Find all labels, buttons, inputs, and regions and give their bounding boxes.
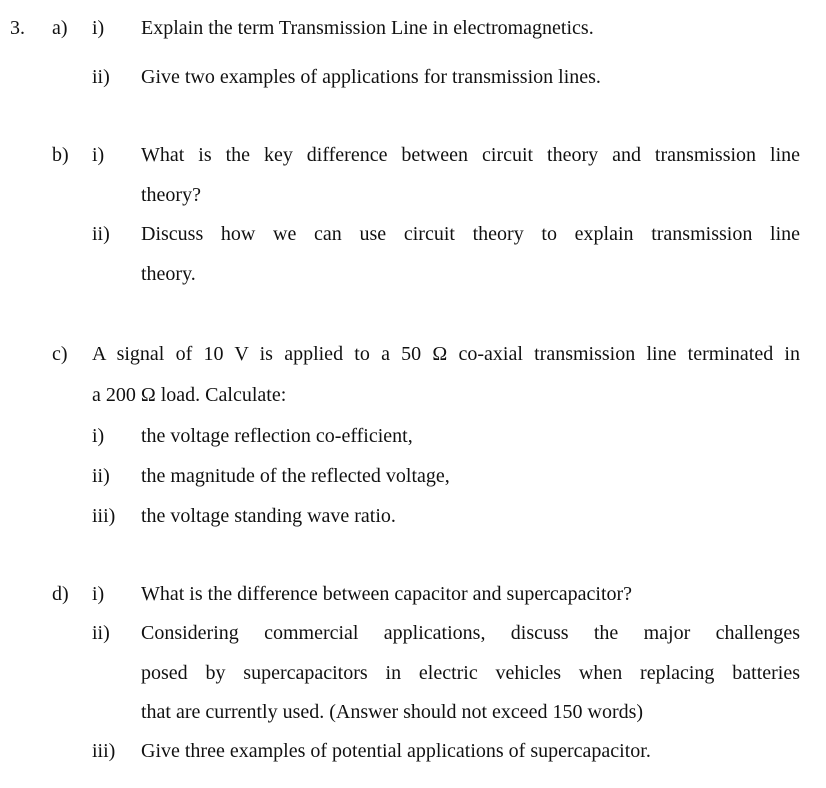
part-b-label: b): [52, 144, 69, 166]
part-a-i-text: Explain the term Transmission Line in electromagnetics.: [141, 17, 594, 39]
part-b-i-text-line2: theory?: [141, 184, 201, 206]
part-c-label: c): [52, 343, 68, 365]
part-b-ii-label: ii): [92, 223, 110, 245]
part-c-text-line1: A signal of 10 V is applied to a 50 Ω co-axial transmission line terminated in: [92, 343, 800, 365]
part-b-ii-text-line1: Discuss how we can use circuit theory to explain transmission line: [141, 223, 800, 245]
part-d-ii-text-line3: that are currently used. (Answer should not exceed 150 words): [141, 701, 644, 723]
part-a-i-label: i): [92, 17, 105, 39]
part-c-i-label: i): [92, 425, 105, 447]
part-b-ii-text-line2: theory.: [141, 263, 196, 285]
part-c-i-text: the voltage reflection co-efficient,: [141, 425, 413, 447]
part-c-iii-text: the voltage standing wave ratio.: [141, 505, 396, 527]
part-c-text-line2: a 200 Ω load. Calculate:: [92, 384, 287, 406]
part-b-i-label: i): [92, 144, 105, 166]
part-a-ii-text: Give two examples of applications for transmission lines.: [141, 66, 601, 88]
part-d-iii-label: iii): [92, 740, 116, 762]
part-c-ii-label: ii): [92, 465, 110, 487]
part-d-iii-text: Give three examples of potential applications of supercapacitor.: [141, 740, 651, 762]
part-c-iii-label: iii): [92, 505, 116, 527]
part-a-ii-label: ii): [92, 66, 110, 88]
part-b-i-text-line1: What is the key difference between circuit theory and transmission line: [141, 144, 800, 166]
part-d-ii-text-line1: Considering commercial applications, discuss the major challenges: [141, 622, 800, 644]
part-c-ii-text: the magnitude of the reflected voltage,: [141, 465, 450, 487]
part-d-ii-text-line2: posed by supercapacitors in electric vehicles when replacing batteries: [141, 662, 800, 684]
part-a-label: a): [52, 17, 68, 39]
part-d-ii-label: ii): [92, 622, 110, 644]
part-d-i-label: i): [92, 583, 105, 605]
question-number: 3.: [10, 17, 25, 39]
part-d-i-text: What is the difference between capacitor and supercapacitor?: [141, 583, 633, 605]
part-d-label: d): [52, 583, 69, 605]
